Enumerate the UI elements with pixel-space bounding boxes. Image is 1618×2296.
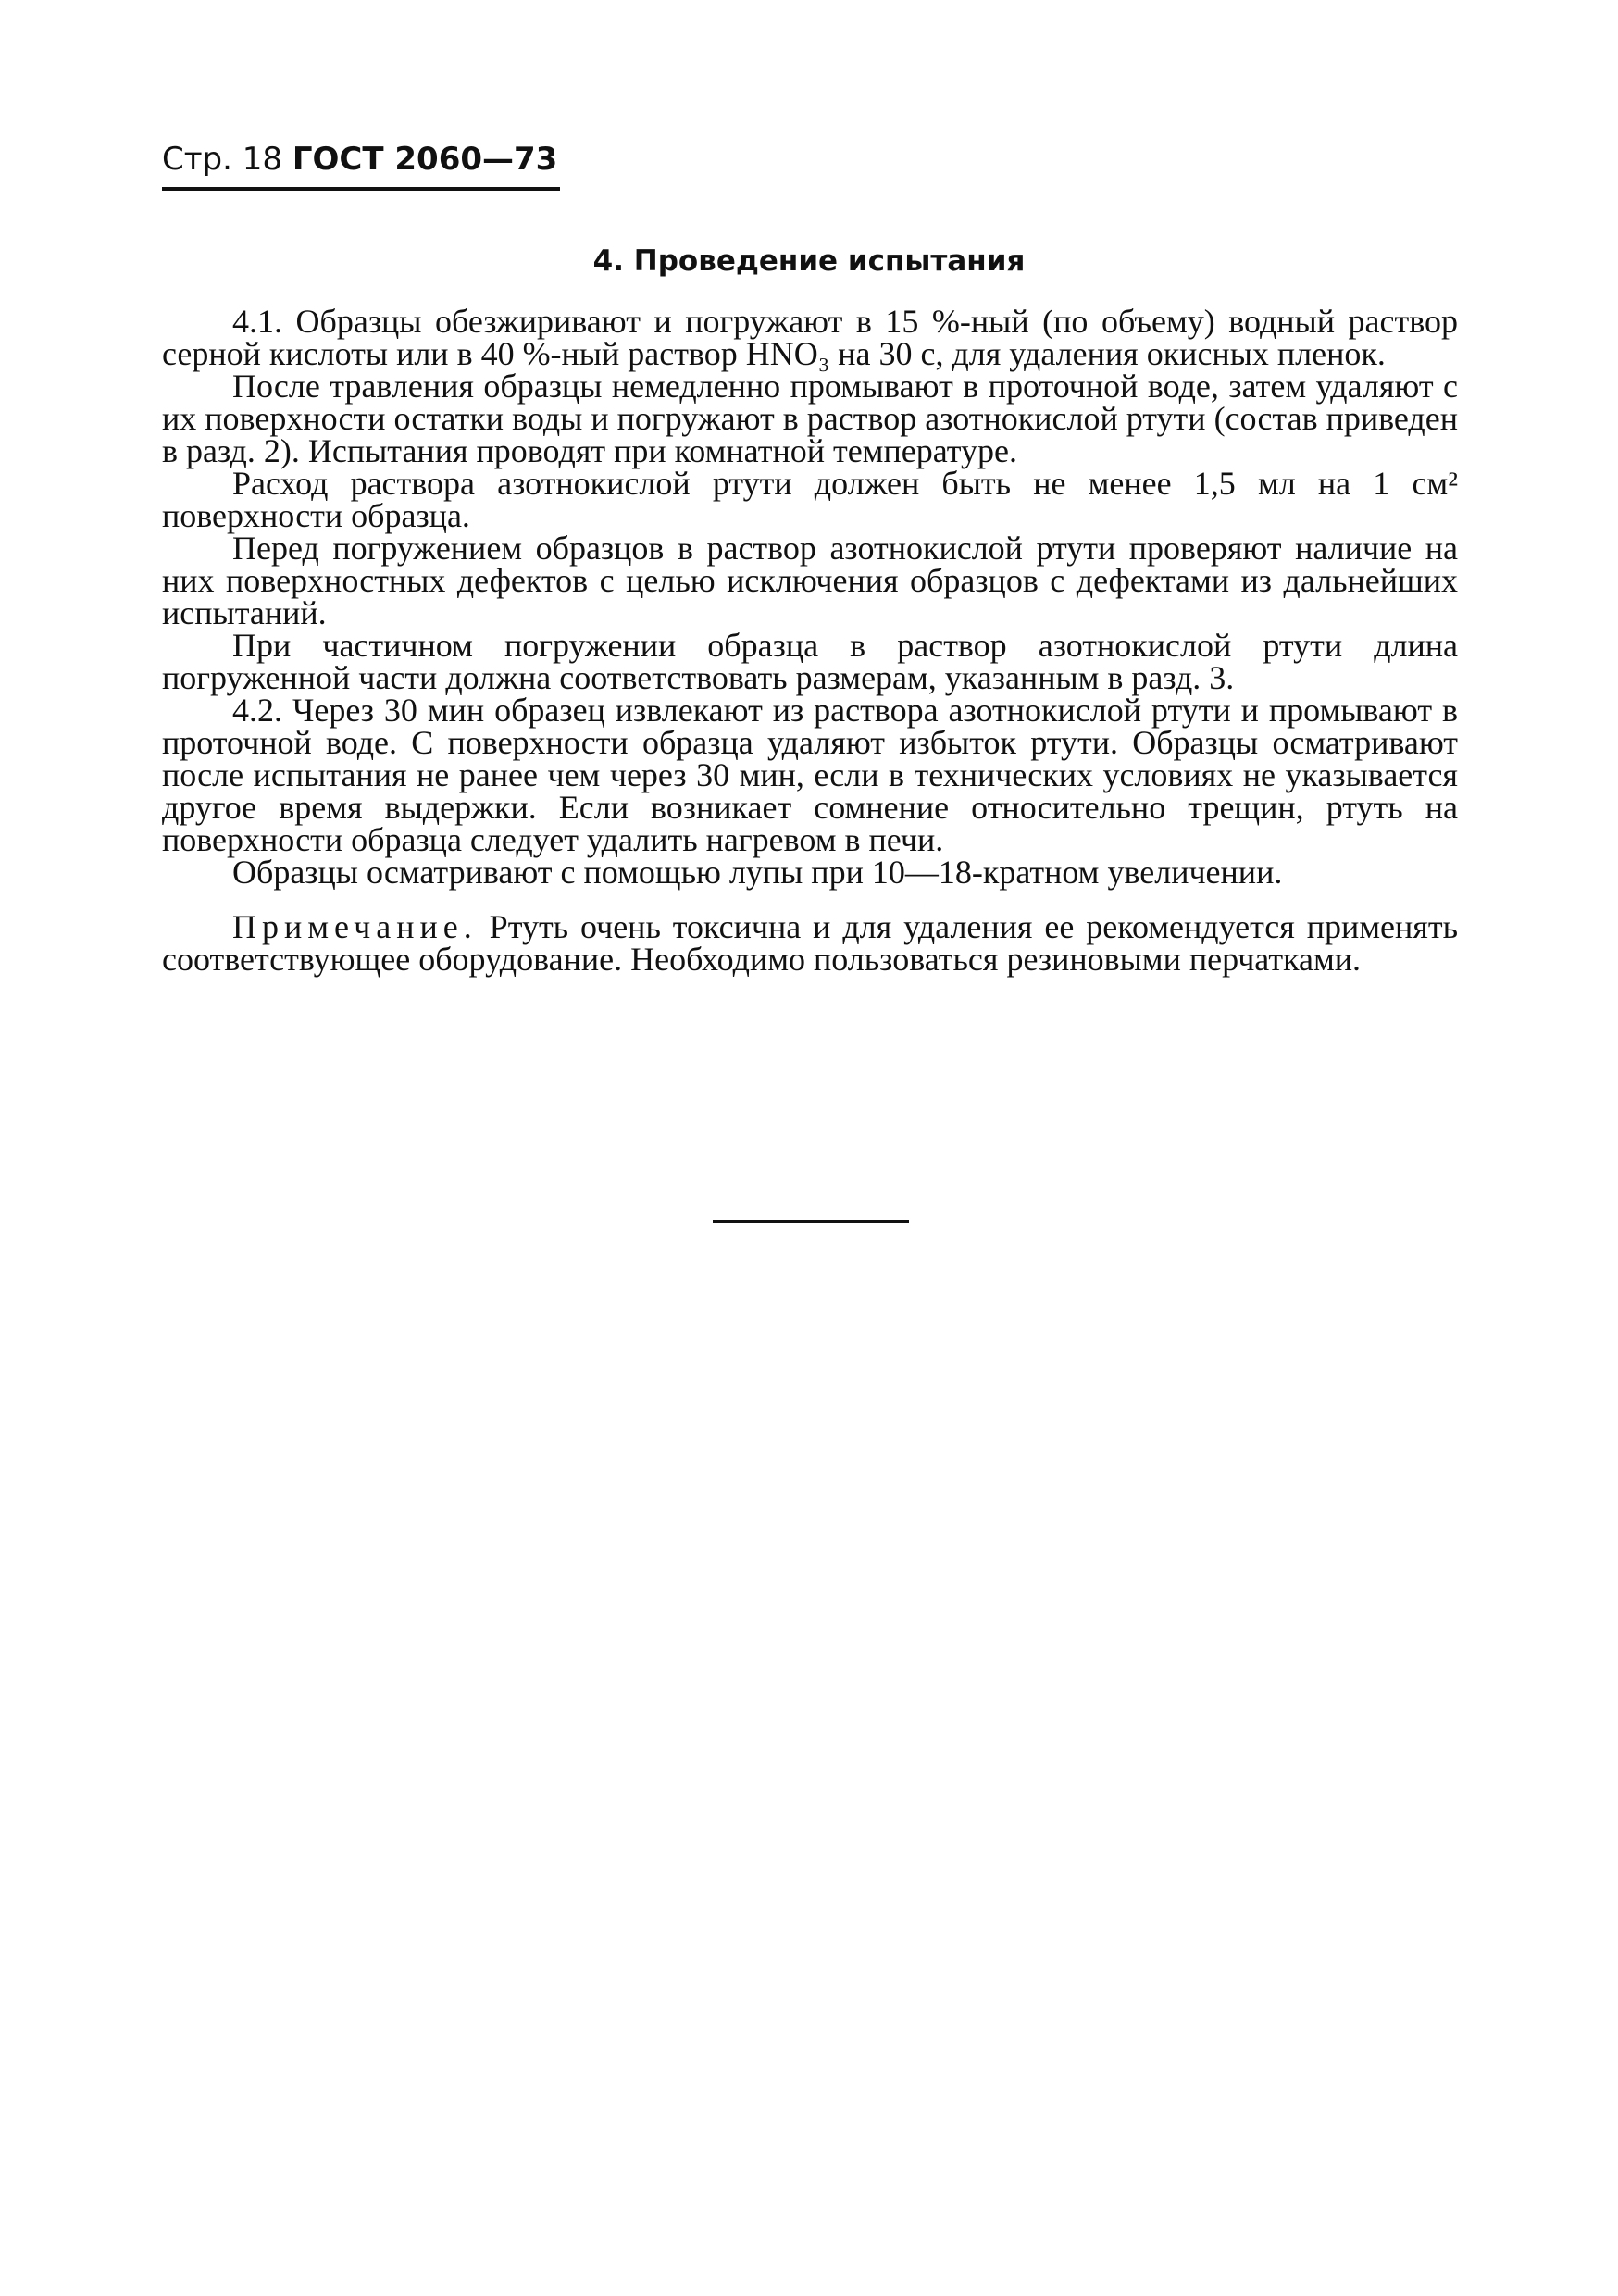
note-text: Ртуть очень токсична и для удаления ее рекомендуется применять соответствующее оборудование. Необходимо пользоваться резиновыми перчатками. xyxy=(162,908,1459,978)
section-title: 4. Проведение испытания xyxy=(592,244,1026,278)
paragraph-4-2: 4.2. Через 30 мин образец извлекают из раствора азотнокислой ртути и промывают в проточной воде. С поверхности образца удаляют избыток ртути. Образцы осматривают после испытания не ранее чем через 30 мин, если в технических условиях не указывается другое время выдержки. Если возникает сомнение относительно трещин, ртуть на поверхности образца следует удалить нагревом в печи. xyxy=(162,692,1458,858)
paragraph-partial-immersion: При частичном погружении образца в раствор азотнокислой ртути длина погруженной части должна соответствовать размерам, указанным в разд. 3. xyxy=(162,627,1458,696)
paragraph-4-1: 4.1. Образцы обезжиривают и погружают в 15 %-ный (по объему) водный раствор серной кислоты или в 40 %-ный раствор HNO₃ на 30 с, для удаления окисных пленок. xyxy=(162,303,1458,372)
standard-number: ГОСТ 2060—73 xyxy=(292,141,558,178)
note-label: Примечание. xyxy=(232,908,478,945)
paragraph-consumption: Расход раствора азотнокислой ртути должен быть не менее 1,5 мл на 1 см² поверхности образца. xyxy=(162,465,1458,534)
page-header xyxy=(162,139,560,180)
end-divider xyxy=(713,1220,909,1223)
paragraph-defects: Перед погружением образцов в раствор азотнокислой ртути проверяют наличие на них поверхностных дефектов с целью исключения образцов с дефектами из дальнейших испытаний. xyxy=(162,530,1458,631)
paragraph-etching: После травления образцы немедленно промывают в проточной воде, затем удаляют с их поверхности остатки воды и погружают в раствор азотнокислой ртути (состав приведен в разд. 2). Испытания проводят при комнатной температуре. xyxy=(162,368,1458,469)
header-divider xyxy=(162,187,560,191)
document-body xyxy=(162,303,1459,978)
paragraph-inspection: Образцы осматривают с помощью лупы при 10—18-кратном увеличении. xyxy=(232,854,1283,891)
note xyxy=(162,908,1459,978)
page-number: Стр. 18 xyxy=(162,141,283,178)
